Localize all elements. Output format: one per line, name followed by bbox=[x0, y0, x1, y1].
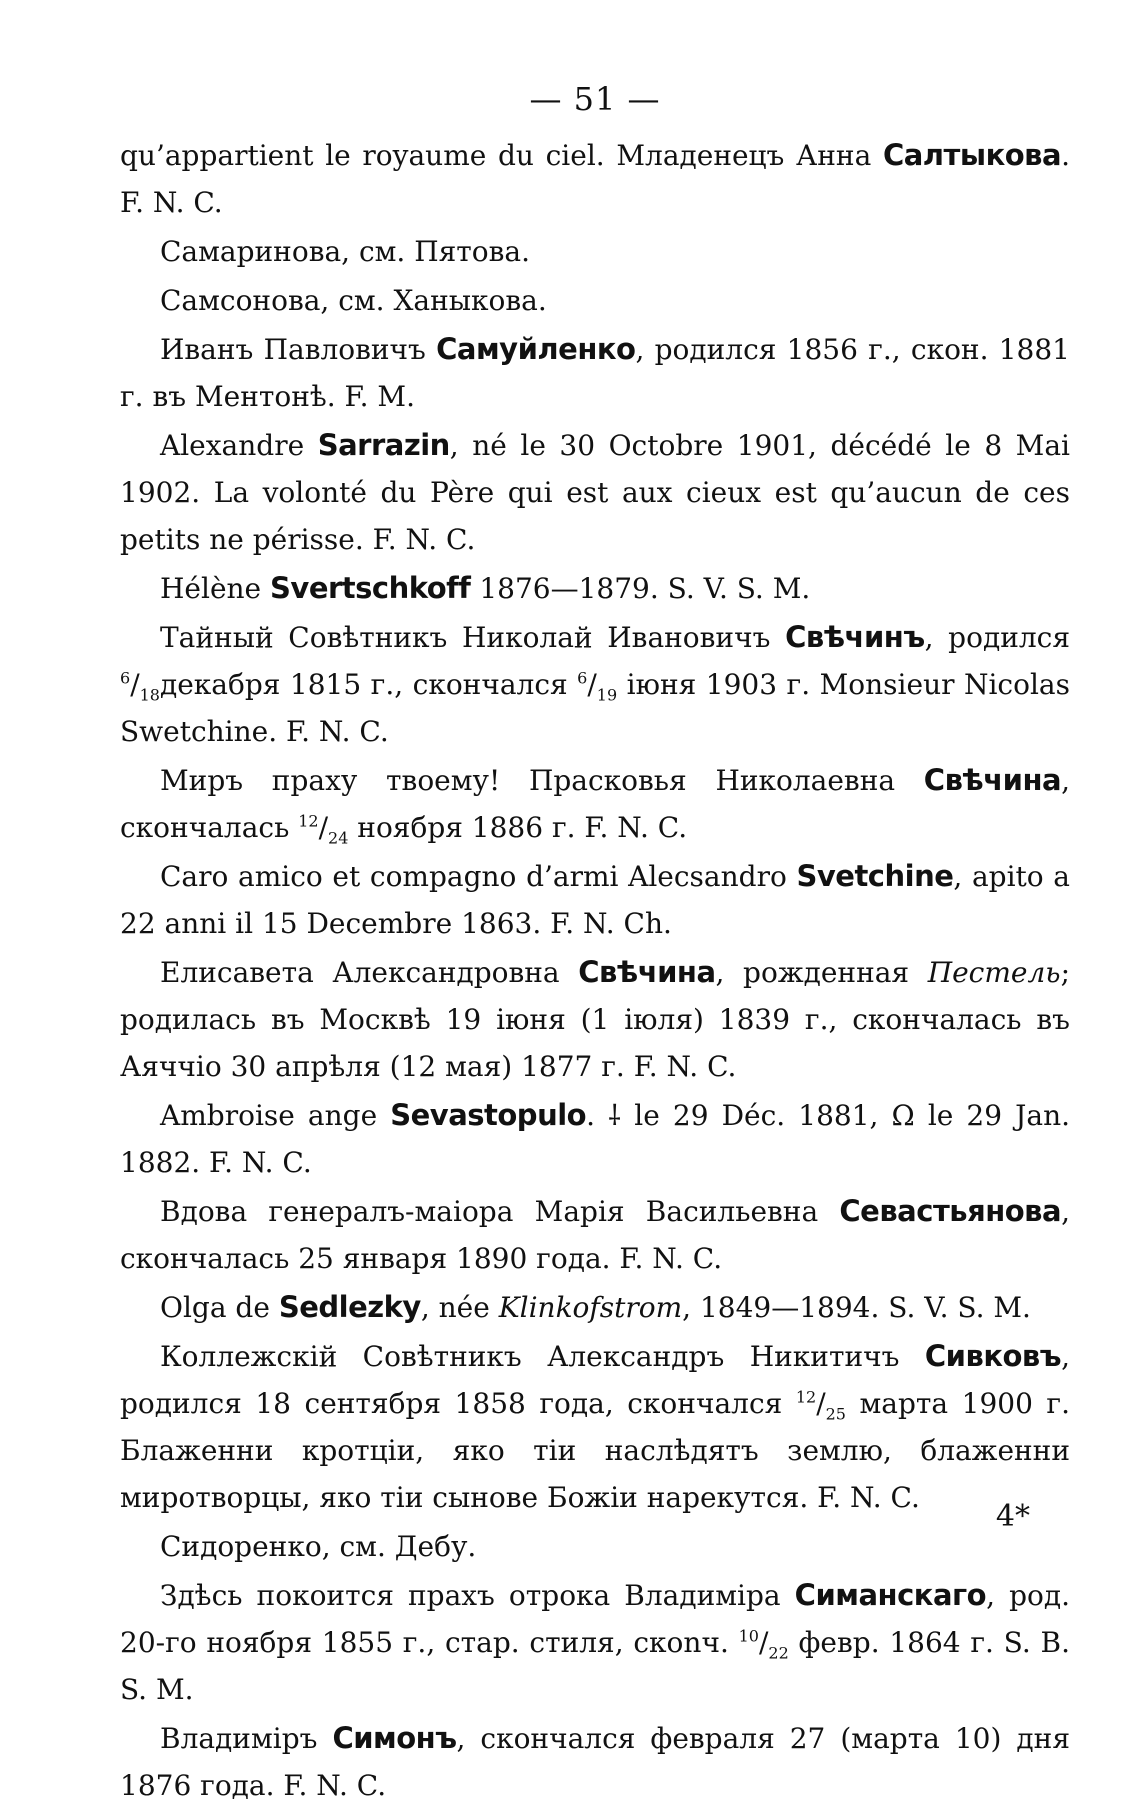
entry-text: , скончался февраля 27 (марта 10) дня 1876 года. F. N. C. bbox=[120, 1722, 1070, 1802]
entry-text: , 1849—1894. S. V. S. M. bbox=[682, 1291, 1031, 1324]
entry-text: , скончалась 25 января 1890 года. F. N. C. bbox=[120, 1195, 1070, 1275]
entry-text: ноября 1886 г. F. N. C. bbox=[348, 811, 688, 844]
surname: Салтыкова bbox=[882, 138, 1062, 172]
entry-text: Иванъ Павловичъ bbox=[160, 333, 437, 366]
entry-text: / bbox=[758, 1626, 769, 1659]
entry-text: , род. 20-го ноября 1855 г., стар. стиля, скonч. bbox=[120, 1579, 1070, 1659]
italic-text: Пестель bbox=[927, 956, 1061, 989]
entry-text: ; родилась въ Москвѣ 19 іюня (1 іюля) 1839 г., скончалась въ Аяччіо 30 апрѣля (12 мая) 1877 г. F. N. C. bbox=[120, 956, 1070, 1083]
entry-text: Hélène bbox=[160, 572, 271, 605]
surname: Svetchine bbox=[796, 859, 954, 893]
surname: Sedlezky bbox=[278, 1290, 421, 1324]
entry-text: / bbox=[816, 1387, 826, 1420]
entry bbox=[120, 1333, 1070, 1521]
entry-text: Миръ праху твоему! Прасковья Николаевна bbox=[160, 764, 924, 797]
entry bbox=[120, 853, 1070, 947]
entry-text: . F. N. C. bbox=[120, 139, 1070, 219]
entry-text: Здѣсь покоится прахъ отрока Владиміра bbox=[160, 1579, 795, 1612]
entry bbox=[120, 422, 1070, 563]
entry-text: , скончалась bbox=[120, 764, 1070, 844]
fraction-numerator: 6 bbox=[120, 668, 131, 688]
entry-text: Alexandre bbox=[160, 429, 318, 462]
entry bbox=[120, 614, 1070, 755]
entry-text: Владиміръ bbox=[160, 1722, 333, 1755]
entry-text: Caro amico et compagno d’armi Alecsandro bbox=[160, 860, 797, 893]
entry bbox=[120, 1715, 1070, 1809]
entry-text: Тайный Совѣтникъ Николай Ивановичъ bbox=[160, 621, 786, 654]
entry bbox=[120, 326, 1070, 420]
entry-text: Сидоренко, см. Дебу. bbox=[160, 1530, 477, 1563]
entry-text: Olga de bbox=[160, 1291, 279, 1324]
surname: Самуйленко bbox=[436, 332, 636, 366]
fraction-numerator: 10 bbox=[738, 1626, 759, 1646]
entry-text: Вдова генералъ-маіора Марія Васильевна bbox=[160, 1195, 840, 1228]
entry-text: , родился bbox=[924, 621, 1071, 654]
fraction-numerator: 12 bbox=[298, 811, 319, 831]
surname: Свѣчинъ bbox=[785, 620, 925, 654]
entry bbox=[120, 228, 1070, 275]
entry bbox=[120, 1572, 1070, 1713]
surname: Sevastopulo bbox=[390, 1098, 587, 1132]
fraction-denominator: 24 bbox=[328, 828, 349, 848]
surname: Симанскаго bbox=[794, 1578, 987, 1612]
surname: Сивковъ bbox=[924, 1339, 1062, 1373]
surname: Sarrazin bbox=[317, 428, 450, 462]
surname: Симонъ bbox=[332, 1721, 457, 1755]
entries-list bbox=[120, 132, 1070, 1809]
entry-text: qu’appartient le royaume du ciel. Младенецъ Анна bbox=[120, 139, 883, 172]
entry-text: Самсонова, см. Ханыкова. bbox=[160, 284, 547, 317]
fraction-denominator: 22 bbox=[768, 1643, 789, 1663]
entry-text: Самаринова, см. Пятова. bbox=[160, 235, 531, 268]
fraction-denominator: 18 bbox=[139, 685, 160, 705]
entry-text: 1876—1879. S. V. S. M. bbox=[470, 572, 811, 605]
entry-text: , apito a 22 anni il 15 Decembre 1863. F. N. Ch. bbox=[120, 860, 1070, 940]
entry-text: / bbox=[318, 811, 329, 844]
entry bbox=[120, 132, 1070, 226]
entry-text: , née bbox=[420, 1291, 499, 1324]
fraction-denominator: 19 bbox=[596, 685, 618, 705]
entry-text: , родился 18 сентября 1858 года, скончался bbox=[120, 1340, 1070, 1420]
entry bbox=[120, 1523, 1070, 1570]
entry-text: / bbox=[130, 668, 140, 701]
entry-text: Ambroise ange bbox=[160, 1099, 391, 1132]
fraction-numerator: 12 bbox=[795, 1387, 817, 1407]
entry bbox=[120, 1092, 1070, 1186]
entry-text: Коллежскій Совѣтникъ Александръ Никитичъ bbox=[160, 1340, 925, 1373]
entry-text: марта 1900 г. Блаженни кротціи, яко тіи наслѣдятъ землю, блаженни миротворцы, яко тіи сынове Божіи нарекутся. F. N. C. bbox=[120, 1387, 1070, 1514]
entry bbox=[120, 277, 1070, 324]
entry bbox=[120, 1284, 1070, 1331]
fraction-numerator: 6 bbox=[577, 668, 588, 688]
entry-text: Елисавета Александровна bbox=[160, 956, 579, 989]
entry-text: , рожденная bbox=[715, 956, 928, 989]
entry-text: / bbox=[587, 668, 597, 701]
signature-mark: 4* bbox=[995, 1499, 1030, 1534]
surname: Свѣчина bbox=[923, 763, 1062, 797]
entry-text: , родился 1856 г., скон. 1881 г. въ Ментонѣ. F. M. bbox=[120, 333, 1070, 413]
entry-text: декабря 1815 г., скончался bbox=[159, 668, 578, 701]
page-number: — 51 — bbox=[529, 80, 661, 118]
fraction-denominator: 25 bbox=[825, 1404, 846, 1424]
entry bbox=[120, 565, 1070, 612]
entry bbox=[120, 1188, 1070, 1282]
entry-text: іюня 1903 г. Monsieur Nicolas Swetchine. F. N. C. bbox=[120, 668, 1070, 748]
entry bbox=[120, 757, 1070, 851]
entry-text: февр. 1864 г. S. B. S. M. bbox=[120, 1626, 1070, 1706]
surname: Svertschkoff bbox=[270, 571, 471, 605]
surname: Свѣчина bbox=[578, 955, 716, 989]
entry-text: . ⸸ le 29 Déc. 1881, Ω le 29 Jan. 1882. F. N. C. bbox=[120, 1099, 1070, 1179]
surname: Севастьянова bbox=[839, 1194, 1062, 1228]
italic-text: Klinkofstrom bbox=[498, 1291, 683, 1324]
entry bbox=[120, 949, 1070, 1090]
entry-text: , né le 30 Octobre 1901, décédé le 8 Mai 1902. La volonté du Père qui est aux cieux est qu’aucun de ces petits ne périsse. F. N. C. bbox=[120, 429, 1070, 556]
